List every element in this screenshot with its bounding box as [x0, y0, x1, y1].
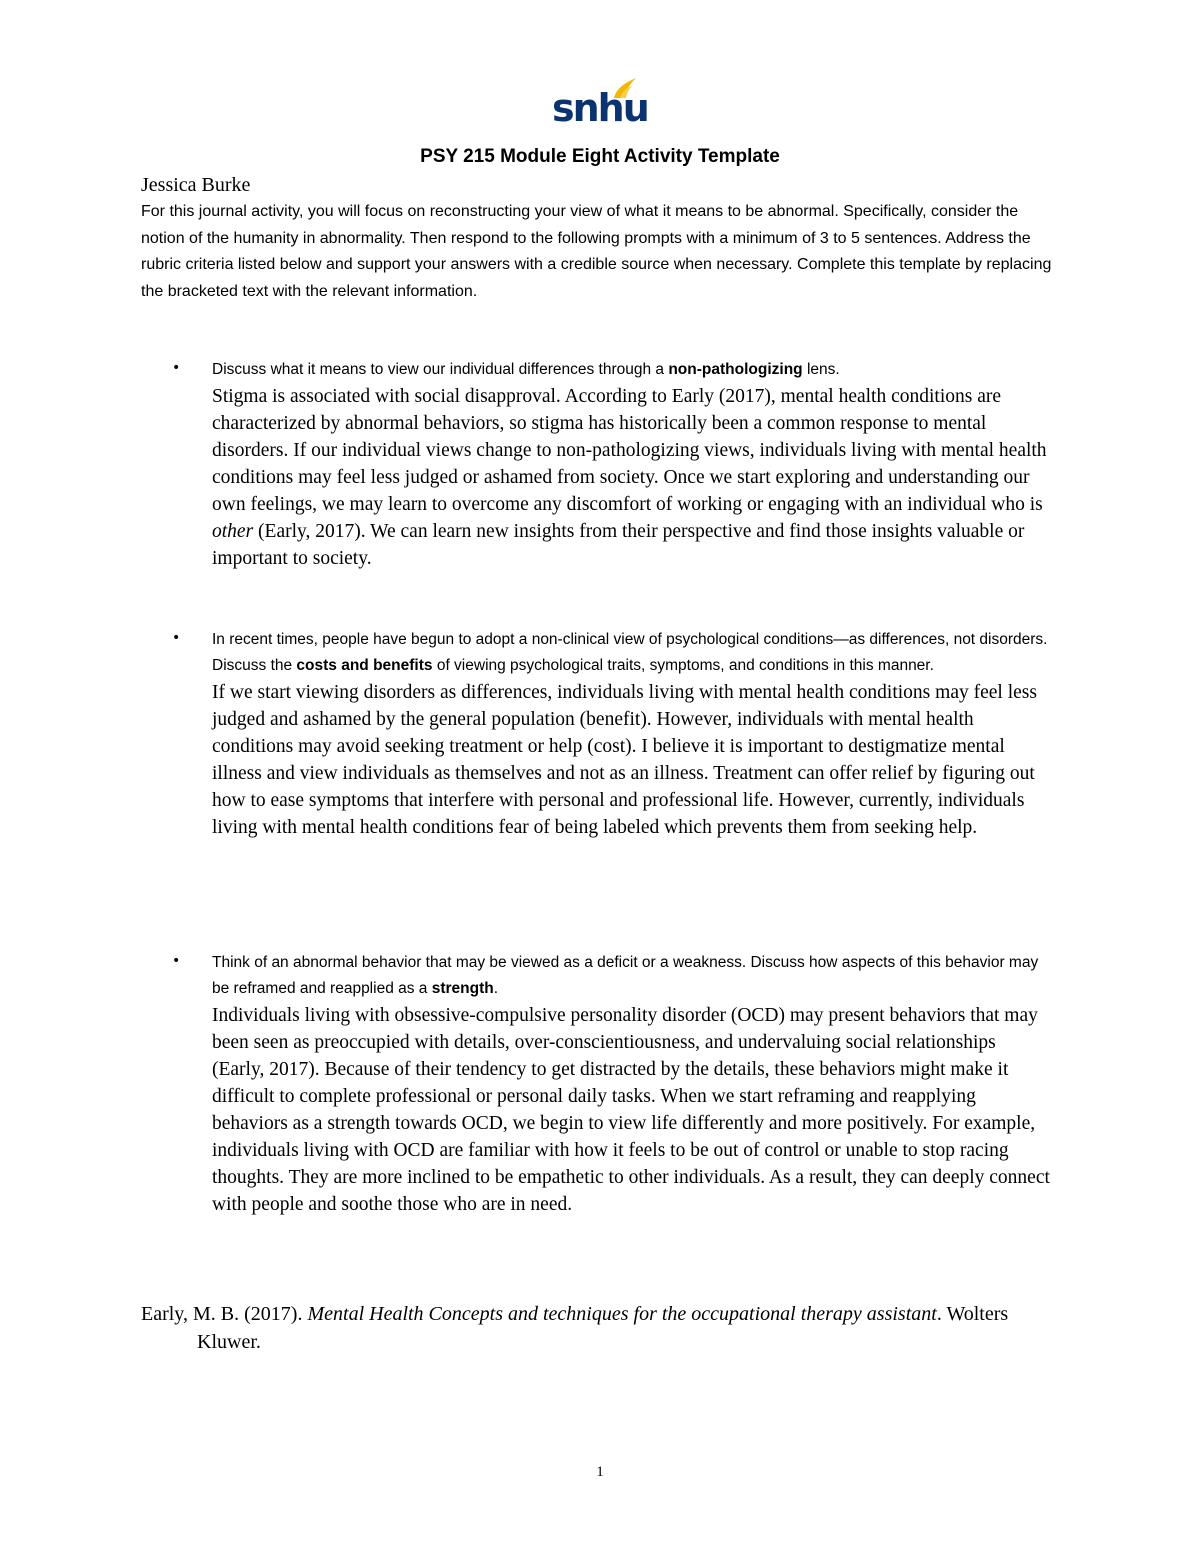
answer-1 — [212, 383, 1052, 572]
reference-title: Mental Health Concepts and techniques for the occupational therapy assistant — [307, 1303, 937, 1325]
page-number: 1 — [596, 1464, 604, 1480]
answer-2: If we start viewing disorders as differences, individuals living with mental health conditions may feel less judged and ashamed by the general population (benefit). However, individuals with mental health conditions may avoid seeking treatment or help (cost). I believe it is important to destigmatize mental illness and view individuals as themselves and not as an illness. Treatment can offer relief by figuring out how to ease symptoms that interfere with personal and professional life. However, currently, individuals living with mental health conditions fear of being labeled which prevents them from seeking help. — [212, 682, 1037, 838]
snhu-logo — [552, 78, 648, 134]
bullet-item-3 — [172, 950, 1052, 1218]
bullet-icon: • — [172, 953, 181, 969]
prompt-emphasis: strength — [431, 980, 494, 997]
answer-text: Stigma is associated with social disapproval. According to Early (2017), mental health conditions are characterized by abnormal behaviors, so stigma has historically been a common response to mental disorders. If our individual views change to non-pathologizing views, individuals living with mental health conditions may feel less judged or ashamed from society. Once we start exploring and understanding our own feelings, we may learn to overcome any discomfort of working or engaging with an individual who is — [212, 386, 1047, 515]
prompt-text: of viewing psychological traits, symptoms, and conditions in this manner. — [432, 657, 934, 674]
bullet-icon: • — [172, 360, 181, 376]
bullet-item-1 — [172, 357, 1052, 572]
prompt-text: Think of an abnormal behavior that may be viewed as a deficit or a weakness. Discuss how aspects of this behavior may be reframed and reapplied as a — [212, 954, 1039, 997]
prompt-text: . — [493, 980, 499, 997]
prompt-text: In recent times, people have begun to adopt a non-clinical view of psychological conditions—as differences, not disorders. Discuss the — [212, 631, 1048, 674]
reference-authors: Early, M. B. (2017). — [141, 1303, 308, 1325]
prompt-3 — [212, 950, 1052, 1002]
answer-emphasis: other — [212, 521, 254, 542]
instructions-paragraph: For this journal activity, you will focus on reconstructing your view of what it means to be abnormal. Specifically, consider the notion of the humanity in abnormality. Then respond to the following prompts with a minimum of 3 to 5 sentences. Address the rubric criteria listed below and support your answers with a credible source when necessary. Complete this template by replacing the bracketed text with the relevant information. — [141, 203, 1052, 300]
bullet-icon: • — [172, 630, 181, 646]
author-name: Jessica Burke — [141, 174, 251, 196]
prompt-2 — [212, 627, 1052, 679]
bullet-item-2 — [172, 627, 1052, 841]
prompt-1 — [212, 357, 1052, 383]
prompt-text: Discuss what it means to view our individual differences through a — [212, 361, 669, 378]
reference-entry — [141, 1300, 1077, 1356]
prompt-text: lens. — [802, 361, 840, 378]
prompt-emphasis: costs and benefits — [296, 657, 433, 674]
prompt-emphasis: non-pathologizing — [668, 361, 803, 378]
reference-publisher: . Wolters Kluwer. — [197, 1303, 1009, 1353]
answer-text: (Early, 2017). We can learn new insights from their perspective and find those insights valuable or important to society. — [212, 521, 1025, 569]
answer-3: Individuals living with obsessive-compulsive personality disorder (OCD) may present behaviors that may been seen as preoccupied with details, over-conscientiousness, and undervaluing social relationships (Early, 2017). Because of their tendency to get distracted by the details, these behaviors might make it difficult to complete professional or personal daily tasks. When we start reframing and reapplying behaviors as a strength towards OCD, we begin to view life differently and more positively. For example, individuals living with OCD are familiar with how it feels to be out of control or unable to stop racing thoughts. They are more inclined to be empathetic to other individuals. As a result, they can deeply connect with people and soothe those who are in need. — [212, 1005, 1050, 1215]
logo-text: snhu — [552, 86, 648, 130]
page-title: PSY 215 Module Eight Activity Template — [420, 146, 780, 167]
